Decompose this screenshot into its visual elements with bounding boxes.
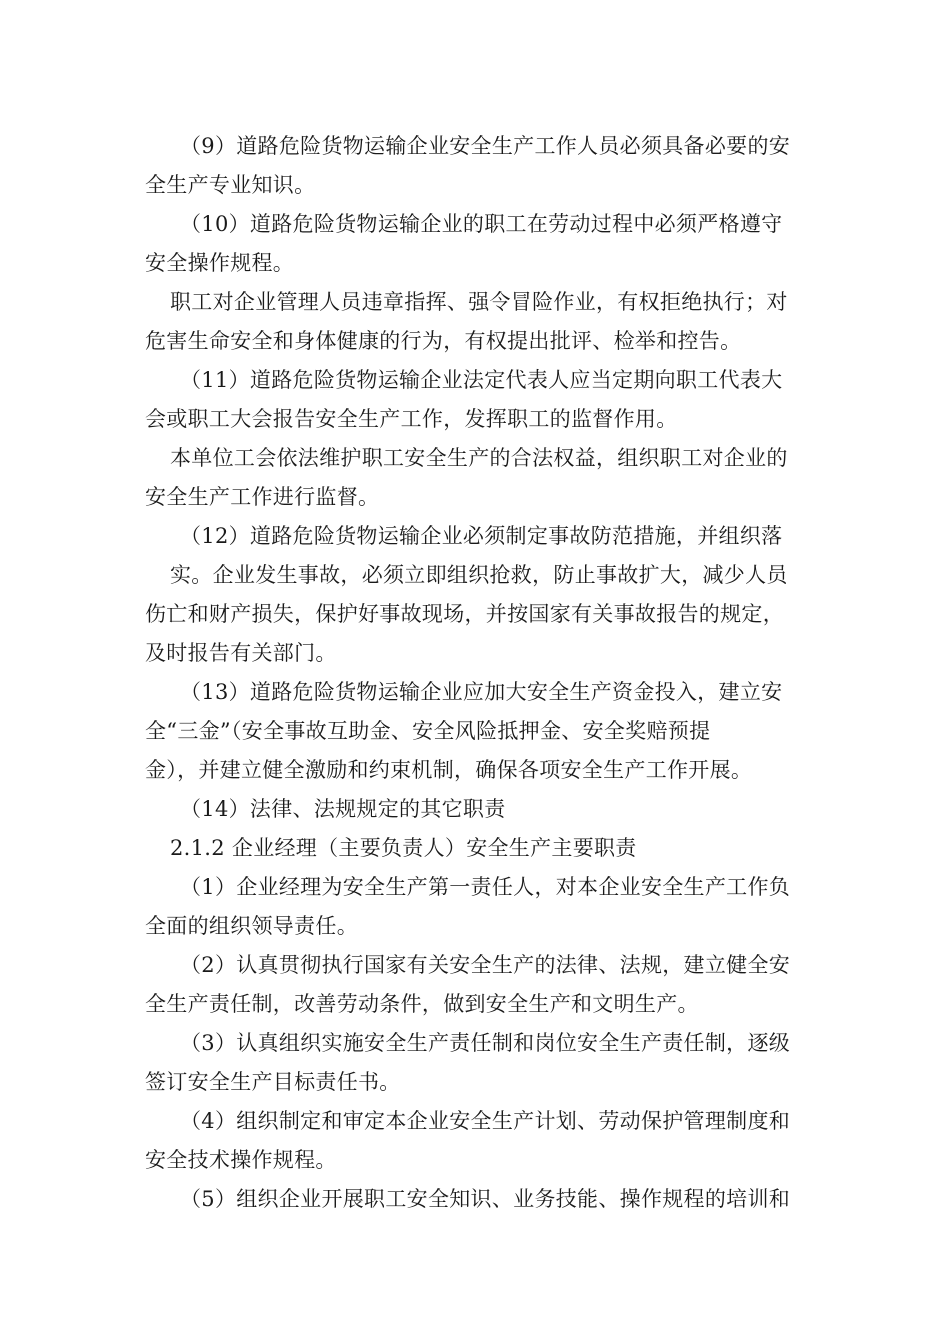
text-line: 签订安全生产目标责任书。 bbox=[145, 1070, 401, 1094]
text-line: （10）道路危险货物运输企业的职工在劳动过程中必须严格遵守 bbox=[180, 212, 783, 236]
text-line: （4）组织制定和审定本企业安全生产计划、劳动保护管理制度和 bbox=[180, 1109, 791, 1133]
text-line: 实。企业发生事故，必须立即组织抢救，防止事故扩大，减少人员 bbox=[170, 563, 788, 587]
text-line: 安全技术操作规程。 bbox=[145, 1148, 337, 1172]
text-line: 及时报告有关部门。 bbox=[145, 641, 337, 665]
text-line: 本单位工会依法维护职工安全生产的合法权益，组织职工对企业的 bbox=[170, 446, 788, 470]
text-line: （1）企业经理为安全生产第一责任人，对本企业安全生产工作负 bbox=[180, 875, 791, 899]
text-line: （2）认真贯彻执行国家有关安全生产的法律、法规，建立健全安 bbox=[180, 953, 791, 977]
text-line: （12）道路危险货物运输企业必须制定事故防范措施，并组织落 bbox=[180, 524, 783, 548]
text-line: 会或职工大会报告安全生产工作，发挥职工的监督作用。 bbox=[145, 407, 678, 431]
section-heading: 2.1.2 企业经理（主要负责人）安全生产主要职责 bbox=[170, 836, 637, 860]
text-line: 全面的组织领导责任。 bbox=[145, 914, 358, 938]
text-line: 职工对企业管理人员违章指挥、强令冒险作业，有权拒绝执行；对 bbox=[170, 290, 788, 314]
text-line: （9）道路危险货物运输企业安全生产工作人员必须具备必要的安 bbox=[180, 134, 791, 158]
text-line: 安全操作规程。 bbox=[145, 251, 295, 275]
text-line: 危害生命安全和身体健康的行为，有权提出批评、检举和控告。 bbox=[145, 329, 742, 353]
text-line: （14）法律、法规规定的其它职责 bbox=[180, 797, 506, 821]
text-line: （13）道路危险货物运输企业应加大安全生产资金投入，建立安 bbox=[180, 680, 783, 704]
text-line: 安全生产工作进行监督。 bbox=[145, 485, 380, 509]
text-line: 伤亡和财产损失，保护好事故现场，并按国家有关事故报告的规定， bbox=[145, 602, 784, 626]
text-line: 全生产责任制，改善劳动条件，做到安全生产和文明生产。 bbox=[145, 992, 699, 1016]
text-line: （5）组织企业开展职工安全知识、业务技能、操作规程的培训和 bbox=[180, 1187, 791, 1211]
text-line: 全“三金”（安全事故互助金、安全风险抵押金、安全奖赔预提 bbox=[145, 719, 711, 743]
text-line: （11）道路危险货物运输企业法定代表人应当定期向职工代表大 bbox=[180, 368, 783, 392]
text-line: （3）认真组织实施安全生产责任制和岗位安全生产责任制，逐级 bbox=[180, 1031, 791, 1055]
text-line: 金），并建立健全激励和约束机制，确保各项安全生产工作开展。 bbox=[145, 758, 753, 782]
text-line: 全生产专业知识。 bbox=[145, 173, 316, 197]
